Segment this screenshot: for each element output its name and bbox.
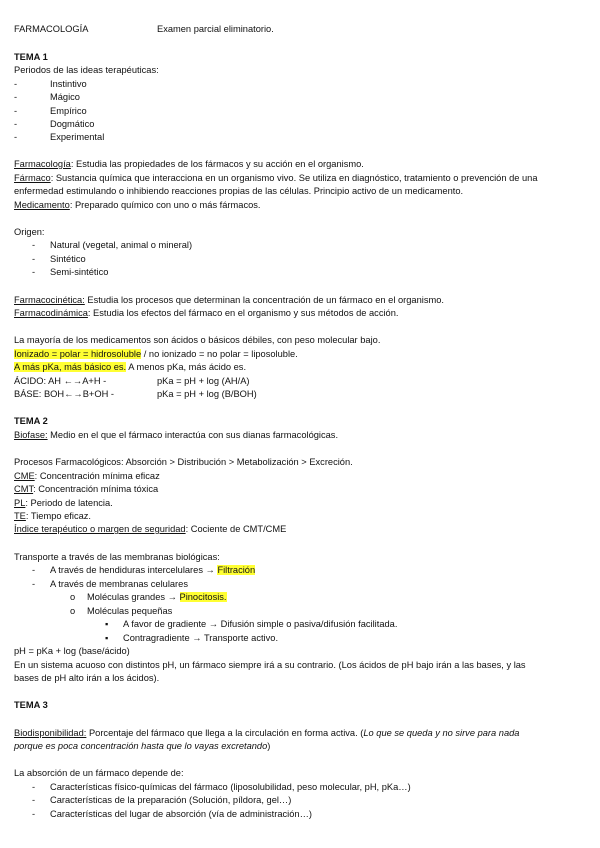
periods-intro: Periodos de las ideas terapéuticas: — [14, 65, 159, 75]
period-item: - Instintivo — [14, 79, 87, 89]
term: Fármaco — [14, 173, 51, 183]
tema1-heading: TEMA 1 — [14, 52, 48, 62]
farmaco-definition: Fármaco: Sustancia química que interacciona en un organismo vivo. Se utiliza en diagnóstico, tratamiento o prevención de una — [14, 173, 538, 183]
biodisponibilidad-definition: Biodisponibilidad: Porcentaje del fármaco que llega a la circulación en forma activa. (Lo que se queda y no sirve para nada — [14, 728, 520, 738]
cme-definition: CME: Concentración mínima eficaz — [14, 471, 160, 481]
base-equation: BÁSE: BOH←→B+OH - pKa = pH + log (B/BOH) — [14, 389, 257, 399]
exam-title: Examen parcial eliminatorio. — [157, 24, 274, 34]
term: Biodisponibilidad: — [14, 728, 87, 738]
term: Farmacodinámica — [14, 308, 88, 318]
origen-title: Origen: — [14, 227, 45, 237]
medicamento-definition: Medicamento: Preparado químico con uno o más fármacos. — [14, 200, 261, 210]
ph-formula: pH = pKa + log (base/ácido) — [14, 646, 130, 656]
te-definition: TE: Tiempo eficaz. — [14, 511, 91, 521]
pka-text: A más pKa, más básico es. A menos pKa, más ácido es. — [14, 362, 247, 372]
term: Biofase: — [14, 430, 48, 440]
document-page: FARMACOLOGÍA Examen parcial eliminatorio. TEMA 1 Periodos de las ideas terapéuticas: - Instintivo - Mágico - Empírico - Dogmático - Experimental Farmacología: Estudia las propiedades de los fármacos y su acción en el organismo. Fármaco: Sustancia química que interacciona en un organismo vivo. Se utiliza en diagnóstico, tratamiento o prevención de una enfermedad estimulando o inhibiendo reacciones propias de las células. Principio activo de un medicamento. Medicamento: Preparado químico con uno o más fármacos. Origen: - Natural (vegetal, animal o mineral) - Sintético - Semi-sintético Farmacocinética: Estudia los procesos que determinan la concentración de un fármaco en el organismo. Farmacodinámica: Estudia los efectos del fármaco en el organismo y sus métodos de acción. La mayoría de los medicamentos son ácidos o básicos débiles, con peso molecular bajo. Ionizado = polar = hidrosoluble / no ionizado = no polar = liposoluble. A más pKa, más básico es. A menos pKa, más ácido es. ÁCIDO: AH ←→A+H - pKa = pH + log (AH/A) BÁSE: BOH←→B+OH - pKa = pH + log (B/BOH) TEMA 2 Biofase: Medio en el que el fármaco interactúa con sus dianas farmacológicas. Procesos Farmacológicos: Absorción > Distribución > Metabolización > Excreción. CME: Concentración mínima eficaz CMT: Concentración mínima tóxica PL: Periodo de latencia. TE: Tiempo eficaz. Índice terapéutico o margen de seguridad: Cociente de CMT/CME Transporte a través de las membranas biológicas: - A través de hendiduras intercelulares → Filtración - A través de membranas celulares o Moléculas grandes → Pinocitosis. o Moléculas pequeñas ▪ A favor de gradiente → Difusión simple o pasiva/difusión facilitada. ▪ Contragradiente → Transporte activo. pH = pKa + log (base/ácido) En un sistema acuoso con distintos pH, un fármaco siempre irá a su contrario. (Los ácidos de pH bajo irán a las bases, y las bases de pH alto irán a los ácidos). TEMA 3 Biodisponibilidad: Porcentaje del fármaco que llega a la circulación en forma activa. (Lo que se queda y no sirve para nada porque es poca concentración hasta que lo vayas excretando) La absorción de un fármaco depende de: - Características físico-químicas del fármaco (liposolubilidad, peso molecular, pH, pKa…) - Características de la preparación (Solución, píldora, gel…) - Características del lugar de absorción (vía de administración…) — [14, 24, 538, 819]
highlight: A más pKa, más básico es. — [14, 362, 127, 372]
highlight: Pinocitosis. — [179, 592, 227, 602]
pl-definition: PL: Periodo de latencia. — [14, 498, 113, 508]
farmacodinamica-definition: Farmacodinámica: Estudia los efectos del fármaco en el organismo y sus métodos de acción. — [14, 308, 399, 318]
highlight: Ionizado = polar = hidrosoluble — [14, 349, 142, 359]
term: Medicamento — [14, 200, 70, 210]
period-item: - Mágico — [14, 92, 80, 102]
farmacocinetica-definition: Farmacocinética: Estudia los procesos que determinan la concentración de un fármaco en el organismo. — [14, 295, 444, 305]
indice-definition: Índice terapéutico o margen de seguridad: Cociente de CMT/CME — [14, 524, 287, 534]
tema3-heading: TEMA 3 — [14, 700, 48, 710]
ionizado-text: Ionizado = polar = hidrosoluble / no ionizado = no polar = liposoluble. — [14, 349, 298, 359]
cmt-definition: CMT: Concentración mínima tóxica — [14, 484, 159, 494]
biofase-definition: Biofase: Medio en el que el fármaco interactúa con sus dianas farmacológicas. — [14, 430, 339, 440]
subject-title: FARMACOLOGÍA — [14, 24, 89, 34]
term: Farmacocinética: — [14, 295, 85, 305]
period-item: - Experimental — [14, 132, 105, 142]
document-header — [14, 23, 274, 35]
period-item: - Empírico — [14, 106, 87, 116]
acido-equation: ÁCIDO: AH ←→A+H - pKa = pH + log (AH/A) — [14, 376, 250, 386]
transporte-title: Transporte a través de las membranas biológicas: — [14, 552, 220, 562]
absorcion-title: La absorción de un fármaco depende de: — [14, 768, 184, 778]
highlight: Filtración — [217, 565, 256, 575]
period-item: - Dogmático — [14, 119, 95, 129]
term: Farmacología — [14, 159, 71, 169]
biodisponibilidad-definition-cont: porque es poca concentración hasta que lo vayas excretando) — [14, 741, 271, 751]
acuoso-text-cont: bases de pH alto irán a los ácidos). — [14, 673, 160, 683]
tema2-heading: TEMA 2 — [14, 416, 48, 426]
procesos-text: Procesos Farmacológicos: Absorción > Distribución > Metabolización > Excreción. — [14, 457, 353, 467]
farmacologia-definition: Farmacología: Estudia las propiedades de los fármacos y su acción en el organismo. — [14, 159, 364, 169]
mayoria-text: La mayoría de los medicamentos son ácidos o básicos débiles, con peso molecular bajo. — [14, 335, 381, 345]
acuoso-text: En un sistema acuoso con distintos pH, un fármaco siempre irá a su contrario. (Los ácidos de pH bajo irán a las bases, y las — [14, 660, 526, 670]
farmaco-definition-cont: enfermedad estimulando o inhibiendo reacciones propias de las células. Principio activo de un medicamento. — [14, 186, 464, 196]
